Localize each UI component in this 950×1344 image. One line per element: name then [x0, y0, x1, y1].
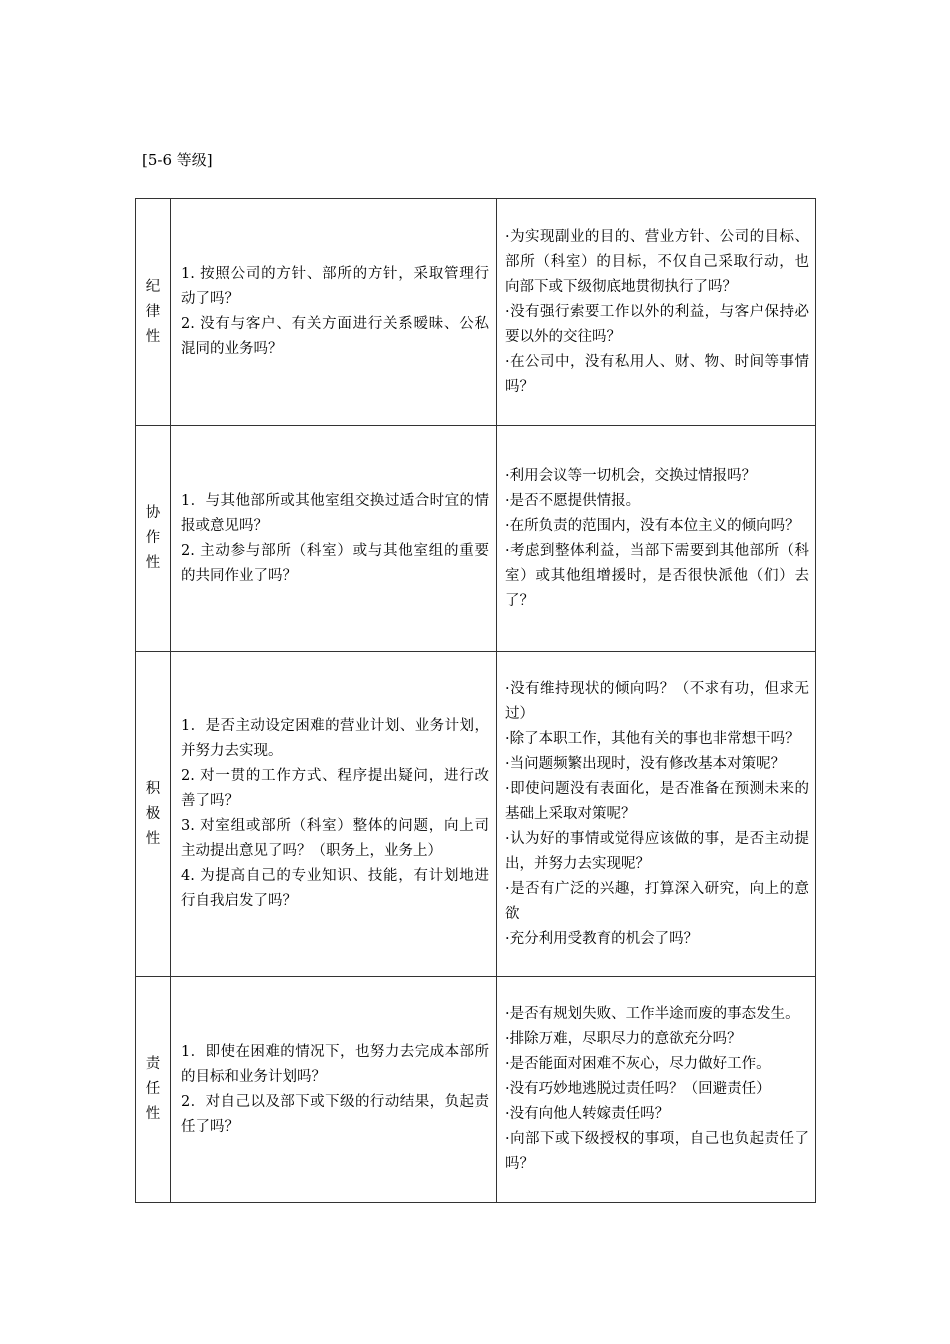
details-cell	[497, 199, 816, 426]
detail-item: ·没有强行索要工作以外的利益，与客户保持必要以外的交往吗？	[505, 303, 809, 345]
detail-item: ·认为好的事情或觉得应该做的事，是否主动提出，并努力去实现呢？	[505, 830, 809, 872]
category-cell	[136, 977, 171, 1203]
detail-item: ·没有向他人转嫁责任吗？	[505, 1106, 670, 1122]
detail-item: ·即使问题没有表面化，是否准备在预测未来的基础上采取对策呢？	[505, 780, 809, 822]
category-cell	[136, 652, 171, 977]
detail-item: ·排除万难，尽职尽力的意欲充分吗？	[505, 1031, 742, 1047]
detail-item: ·在所负责的范围内，没有本位主义的倾向吗？	[505, 517, 800, 534]
table-row	[136, 977, 816, 1203]
evaluation-table	[135, 198, 816, 1203]
detail-item: ·当问题频繁出现时，没有修改基本对策呢？	[505, 755, 786, 772]
question-item: 1. 按照公司的方针、部所的方针，采取管理行动了吗？	[181, 266, 489, 307]
question-item: 2. 没有与客户、有关方面进行关系暧昧、公私混同的业务吗？	[181, 316, 489, 357]
question-item: 2. 主动参与部所（科室）或与其他室组的重要的共同作业了吗？	[181, 542, 489, 584]
details-cell	[497, 426, 816, 652]
category-cell	[136, 426, 171, 652]
questions-cell	[171, 426, 497, 652]
table-row	[136, 652, 816, 977]
question-item: 2．对自己以及部下或下级的行动结果，负起责任了吗？	[181, 1093, 489, 1135]
detail-item: ·向部下或下级授权的事项，自己也负起责任了吗？	[505, 1131, 809, 1172]
category-cell	[136, 199, 171, 426]
category-label: 纪律性	[145, 278, 161, 345]
question-item: 4. 为提高自己的专业知识、技能，有计划地进行自我启发了吗？	[181, 868, 489, 909]
table-row	[136, 426, 816, 652]
detail-item: ·利用会议等一切机会，交换过情报吗？	[505, 467, 757, 484]
detail-item: ·是否有广泛的兴趣，打算深入研究，向上的意欲	[505, 880, 809, 922]
detail-item: ·是否能面对困难不灰心，尽力做好工作。	[505, 1056, 771, 1072]
question-item: 1．与其他部所或其他室组交换过适合时宜的情报或意见吗？	[181, 492, 489, 534]
question-item: 3. 对室组或部所（科室）整体的问题，向上司主动提出意见了吗？（职务上，业务上）	[181, 818, 489, 859]
detail-item: ·没有巧妙地逃脱过责任吗？（回避责任）	[505, 1081, 771, 1097]
detail-item: ·是否有规划失败、工作半途而废的事态发生。	[505, 1006, 800, 1022]
detail-item: ·除了本职工作，其他有关的事也非常想干吗？	[505, 730, 800, 747]
page-heading: [5-6 等级]	[142, 151, 213, 169]
detail-item: ·在公司中，没有私用人、财、物、时间等事情吗？	[505, 353, 809, 395]
details-cell	[497, 977, 816, 1203]
questions-cell	[171, 652, 497, 977]
detail-item: ·没有维持现状的倾向吗？（不求有功，但求无过）	[505, 680, 809, 722]
detail-item: ·是否不愿提供情报。	[505, 492, 641, 509]
detail-item: ·充分利用受教育的机会了吗？	[505, 930, 699, 947]
question-item: 1．是否主动设定困难的营业计划、业务计划，并努力去实现。	[181, 718, 489, 759]
table-row	[136, 199, 816, 426]
detail-item: ·考虑到整体利益，当部下需要到其他部所（科室）或其他组增援时，是否很快派他（们）去了？	[505, 542, 809, 609]
question-item: 1．即使在困难的情况下，也努力去完成本部所的目标和业务计划吗？	[181, 1043, 489, 1085]
category-label: 积极性	[145, 780, 161, 847]
category-label: 责任性	[145, 1056, 161, 1122]
detail-item: ·为实现副业的目的、营业方针、公司的目标、部所（科室）的目标，不仅自己采取行动，也向部下或下级彻底地贯彻执行了吗？	[505, 228, 809, 295]
question-item: 2. 对一贯的工作方式、程序提出疑问，进行改善了吗？	[181, 768, 489, 809]
details-cell	[497, 652, 816, 977]
category-label: 协作性	[145, 505, 161, 571]
questions-cell	[171, 199, 497, 426]
questions-cell	[171, 977, 497, 1203]
